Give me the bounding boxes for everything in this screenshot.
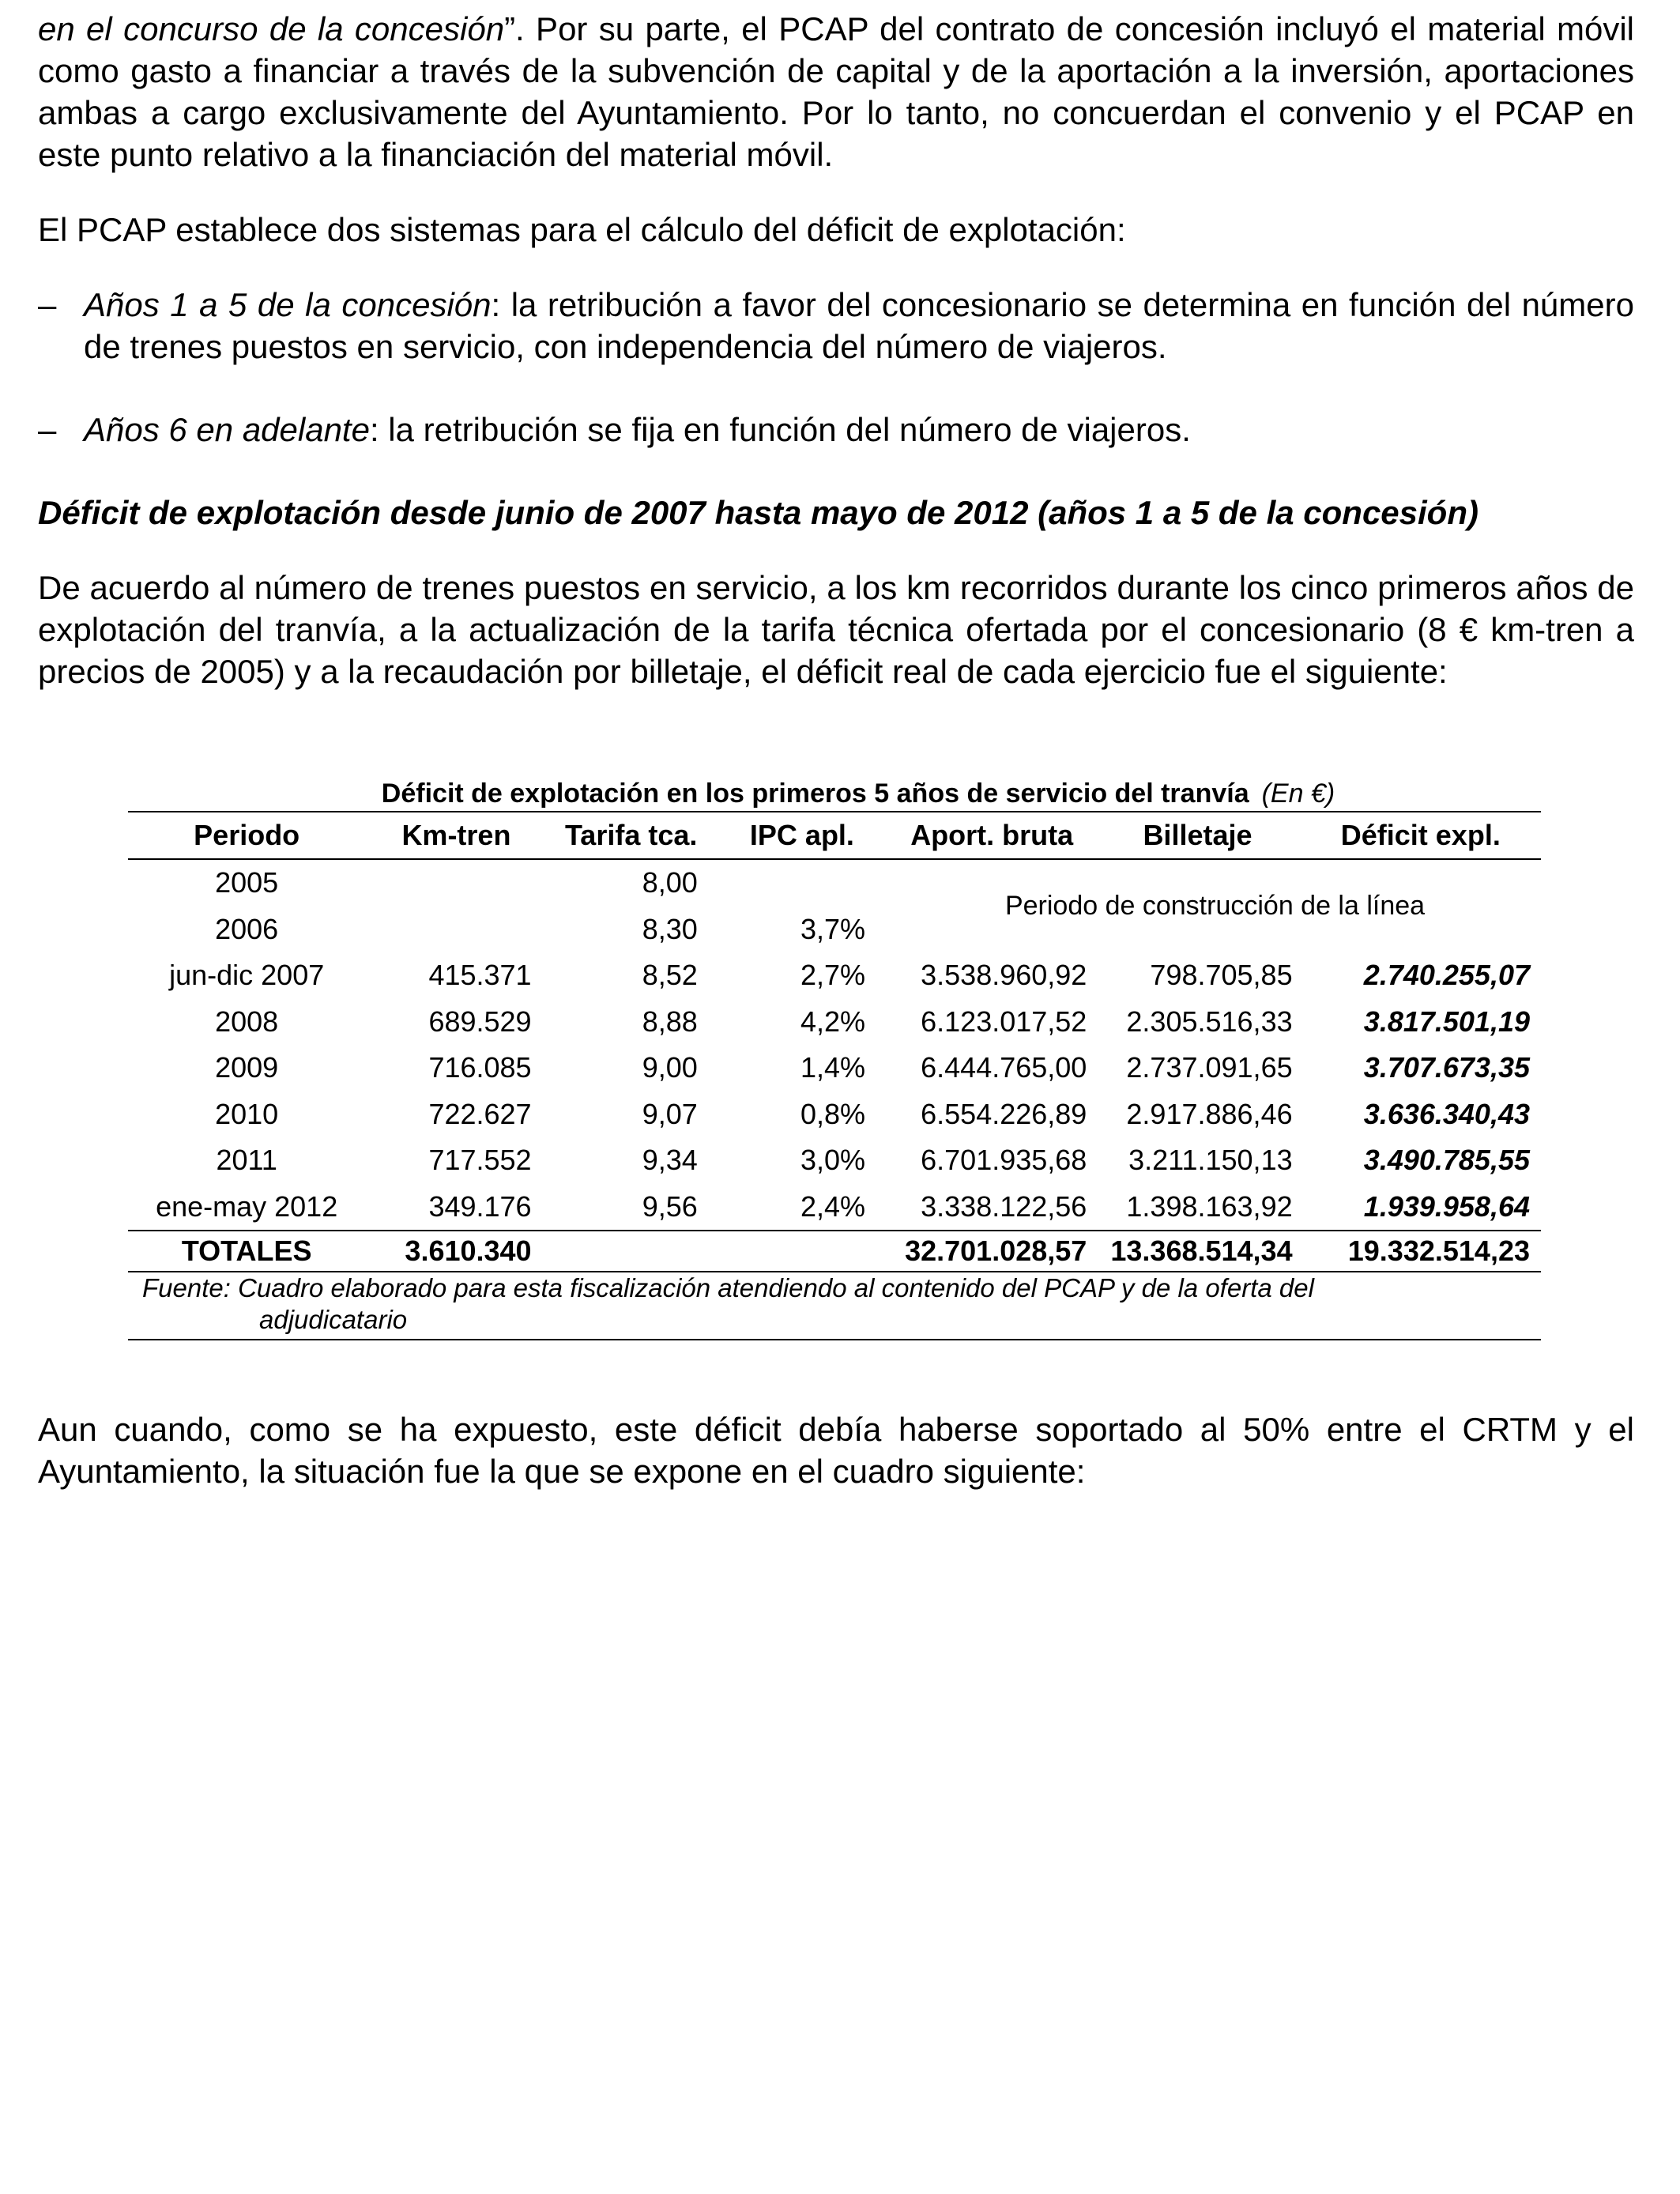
paragraph-3: De acuerdo al número de trenes puestos en servicio, a los km recorridos durante los cinco primeros años de explotación del tranvía, a la actualización de la tarifa técnica ofertada por el concesionario (8 € km-tren a precios de 2005) y a la recaudación por billetaje, el déficit real de cada ejercicio fue el siguiente: <box>38 569 1634 690</box>
totals-aport-bruta: 32.701.028,57 <box>889 1231 1094 1272</box>
cell-billetaje: 1.398.163,92 <box>1126 1189 1293 1223</box>
totals-tarifa <box>548 1231 715 1272</box>
cell-billetaje: 2.917.886,46 <box>1126 1097 1293 1130</box>
cell-aport-bruta: 6.123.017,52 <box>921 1005 1087 1038</box>
deficit-table <box>128 811 1541 1272</box>
totals-deficit: 19.332.514,23 <box>1301 1231 1541 1272</box>
cell-km: 415.371 <box>428 959 532 992</box>
cell-tarifa: 9,34 <box>642 1144 698 1177</box>
cell-ipc: 3,7% <box>800 912 866 945</box>
cell-periodo: jun-dic 2007 <box>169 959 325 992</box>
cell-billetaje: 2.305.516,33 <box>1126 1005 1293 1038</box>
bullet-1-italic: Años 1 a 5 de la concesión <box>84 286 492 323</box>
cell-km: 717.552 <box>428 1144 532 1177</box>
bullet-item-1 <box>38 284 1634 368</box>
cell-km: 689.529 <box>428 1005 532 1038</box>
cell-tarifa: 8,52 <box>642 959 698 992</box>
totals-row <box>128 1231 1541 1272</box>
source-line-2: adjudicatario <box>259 1305 408 1334</box>
totals-billetaje: 13.368.514,34 <box>1094 1231 1300 1272</box>
cell-aport-bruta: 3.538.960,92 <box>921 959 1087 992</box>
cell-ipc: 1,4% <box>800 1051 866 1084</box>
cell-tarifa: 8,00 <box>642 866 698 899</box>
table-row <box>128 859 1541 907</box>
table-caption-text: Déficit de explotación en los primeros 5 años de servicio del tranvía <box>381 778 1249 809</box>
cell-billetaje: 798.705,85 <box>1150 959 1293 992</box>
cell-deficit: 3.707.673,35 <box>1363 1051 1530 1084</box>
cell-ipc <box>715 859 889 907</box>
cell-tarifa: 8,88 <box>642 1005 698 1038</box>
bullet-1-text: : la retribución a favor del concesionario se determina en función del número de trenes puestos en servicio, con independencia del número de viajeros. <box>84 286 1634 365</box>
cell-km <box>365 907 547 953</box>
cell-km: 722.627 <box>428 1097 532 1130</box>
paragraph-1-text: ”. Por su parte, el PCAP del contrato de concesión incluyó el material móvil como gasto a financiar a través de la subvención de capital y de la aportación a la inversión, aportaciones ambas a cargo exclusivamente del Ayuntamiento. Por lo tanto, no concuerdan el convenio y el PCAP en este punto relativo a la financiación del material móvil. <box>38 10 1635 173</box>
table-caption <box>128 776 1541 811</box>
document-page-lower <box>38 1408 1634 1492</box>
cell-ipc: 2,4% <box>800 1189 866 1223</box>
header-km-tren: Km-tren <box>365 812 547 859</box>
header-aport-bruta: Aport. bruta <box>889 812 1094 859</box>
table-row <box>128 1184 1541 1231</box>
totals-label: TOTALES <box>128 1231 365 1272</box>
cell-billetaje: 2.737.091,65 <box>1126 1051 1293 1084</box>
paragraph-4: Aun cuando, como se ha expuesto, este déficit debía haberse soportado al 50% entre el CRTM y el Ayuntamiento, la situación fue la que se expone en el cuadro siguiente: <box>38 1411 1634 1490</box>
bullet-item-2 <box>38 409 1634 450</box>
cell-tarifa: 9,07 <box>642 1097 698 1130</box>
cell-aport-bruta: 6.554.226,89 <box>921 1097 1087 1130</box>
cell-deficit: 3.490.785,55 <box>1363 1144 1530 1177</box>
cell-periodo: 2009 <box>215 1051 279 1084</box>
table-row <box>128 1137 1541 1184</box>
totals-ipc <box>715 1231 889 1272</box>
cell-deficit: 1.939.958,64 <box>1363 1189 1530 1223</box>
cell-billetaje: 3.211.150,13 <box>1128 1144 1293 1177</box>
table-header-row <box>128 812 1541 859</box>
section-heading: Déficit de explotación desde junio de 2007 hasta mayo de 2012 (años 1 a 5 de la concesión) <box>38 494 1478 531</box>
cell-km: 716.085 <box>428 1051 532 1084</box>
header-deficit: Déficit expl. <box>1301 812 1541 859</box>
bullet-2-text: : la retribución se fija en función del número de viajeros. <box>369 411 1191 448</box>
bullet-2-italic: Años 6 en adelante <box>84 411 370 448</box>
cell-aport-bruta: 6.701.935,68 <box>921 1144 1087 1177</box>
paragraph-1 <box>38 8 1634 175</box>
table-source-note <box>128 1272 1541 1340</box>
cell-ipc: 4,2% <box>800 1005 866 1038</box>
table-row <box>128 1045 1541 1091</box>
cell-aport-bruta: 6.444.765,00 <box>921 1051 1087 1084</box>
cell-periodo: ene-may 2012 <box>156 1189 338 1223</box>
header-billetaje: Billetaje <box>1094 812 1300 859</box>
paragraph-1-italic: en el concurso de la concesión <box>38 10 505 47</box>
cell-periodo: 2008 <box>215 1005 279 1038</box>
cell-ipc: 0,8% <box>800 1097 866 1130</box>
dash-bullet-icon: – <box>38 286 57 323</box>
cell-tarifa: 8,30 <box>642 912 698 945</box>
dash-bullet-icon: – <box>38 411 57 448</box>
cell-deficit: 3.636.340,43 <box>1363 1097 1530 1130</box>
cell-periodo: 2006 <box>215 912 279 945</box>
document-page <box>38 8 1634 692</box>
cell-ipc: 3,0% <box>800 1144 866 1177</box>
cell-km: 349.176 <box>428 1189 532 1223</box>
table-row <box>128 1091 1541 1138</box>
paragraph-2: El PCAP establece dos sistemas para el cálculo del déficit de explotación: <box>38 211 1126 248</box>
cell-deficit: 2.740.255,07 <box>1363 959 1530 992</box>
totals-km: 3.610.340 <box>365 1231 547 1272</box>
cell-periodo: 2011 <box>216 1144 277 1177</box>
cell-km <box>365 859 547 907</box>
table-unit: (En €) <box>1261 778 1335 809</box>
header-periodo: Periodo <box>128 812 365 859</box>
table-row <box>128 952 1541 999</box>
deficit-table-block <box>128 776 1541 1340</box>
header-tarifa: Tarifa tca. <box>548 812 715 859</box>
construction-period-note: Periodo de construcción de la línea <box>1004 891 1426 921</box>
cell-deficit: 3.817.501,19 <box>1363 1005 1530 1038</box>
cell-tarifa: 9,00 <box>642 1051 698 1084</box>
cell-tarifa: 9,56 <box>642 1189 698 1223</box>
source-line-1: Fuente: Cuadro elaborado para esta fiscalización atendiendo al contenido del PCAP y de la oferta del <box>142 1273 1314 1302</box>
cell-ipc: 2,7% <box>800 959 866 992</box>
cell-periodo: 2005 <box>215 866 279 899</box>
cell-periodo: 2010 <box>215 1097 279 1130</box>
table-row <box>128 999 1541 1046</box>
cell-aport-bruta: 3.338.122,56 <box>921 1189 1087 1223</box>
header-ipc: IPC apl. <box>715 812 889 859</box>
